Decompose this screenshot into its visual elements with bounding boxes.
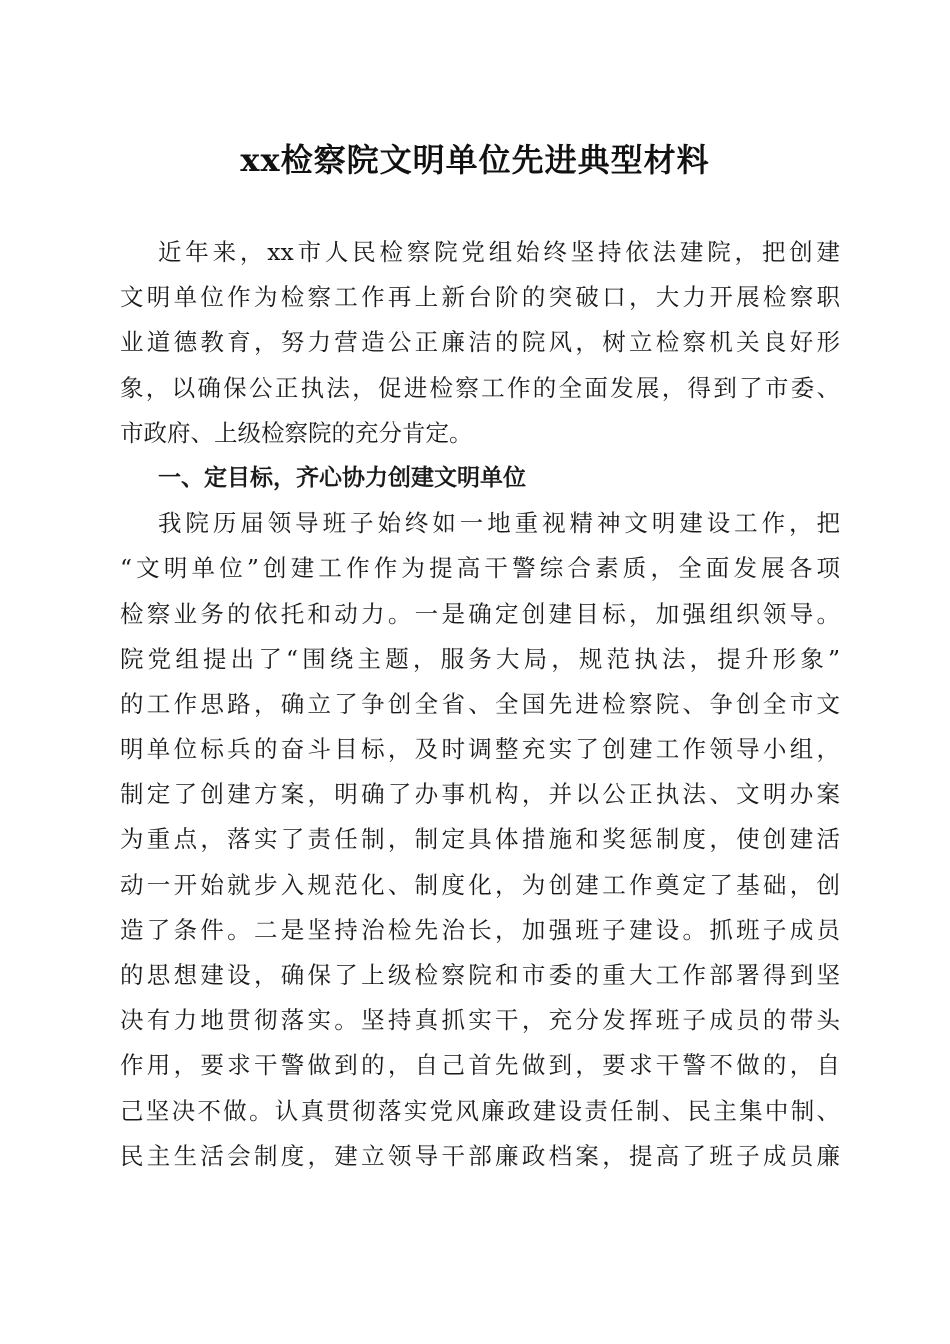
paragraph-line: 明单位标兵的奋斗目标，及时调整充实了创建工作领导小组，	[120, 735, 840, 764]
paragraph-line: 的思想建设，确保了上级检察院和市委的重大工作部署得到坚	[120, 961, 840, 989]
paragraph-line: 作用，要求干警做到的，自己首先做到，要求干警不做的，自	[120, 1051, 840, 1080]
paragraph-line: 近年来，xx市人民检察院党组始终坚持依法建院，把创建	[158, 238, 840, 266]
paragraph-line: 象，以确保公正执法，促进检察工作的全面发展，得到了市委、	[120, 373, 840, 402]
paragraph-line: 市政府、上级检察院的充分肯定。	[120, 418, 473, 447]
document-title: xx检察院文明单位先进典型材料	[240, 141, 710, 179]
document-body	[120, 230, 840, 1179]
paragraph-line: 业道德教育，努力营造公正廉洁的院风，树立检察机关良好形	[120, 328, 840, 357]
paragraph-line: “文明单位”创建工作作为提高干警综合素质，全面发展各项	[120, 554, 840, 583]
paragraph-line: 检察业务的依托和动力。一是确定创建目标，加强组织领导。	[120, 599, 840, 628]
paragraph-line: 制定了创建方案，明确了办事机构，并以公正执法、文明办案	[120, 780, 840, 809]
section-heading: 一、定目标，齐心协力创建文明单位	[158, 464, 526, 491]
paragraph-line: 为重点，落实了责任制，制定具体措施和奖惩制度，使创建活	[120, 825, 840, 854]
paragraph-line: 我院历届领导班子始终如一地重视精神文明建设工作，把	[158, 509, 840, 538]
paragraph-line: 民主生活会制度，建立领导干部廉政档案，提高了班子成员廉	[120, 1141, 840, 1170]
paragraph-line: 决有力地贯彻落实。坚持真抓实干，充分发挥班子成员的带头	[120, 1006, 840, 1035]
paragraph-line: 己坚决不做。认真贯彻落实党风廉政建设责任制、民主集中制、	[120, 1096, 840, 1125]
paragraph-line: 院党组提出了“围绕主题，服务大局，规范执法，提升形象”	[120, 644, 840, 673]
paragraph-line: 动一开始就步入规范化、制度化，为创建工作奠定了基础，创	[120, 870, 840, 899]
paragraph-line: 的工作思路，确立了争创全省、全国先进检察院、争创全市文	[120, 689, 840, 718]
paragraph-line: 文明单位作为检察工作再上新台阶的突破口，大力开展检察职	[120, 283, 840, 312]
paragraph-line: 造了条件。二是坚持治检先治长，加强班子建设。抓班子成员	[120, 915, 840, 944]
